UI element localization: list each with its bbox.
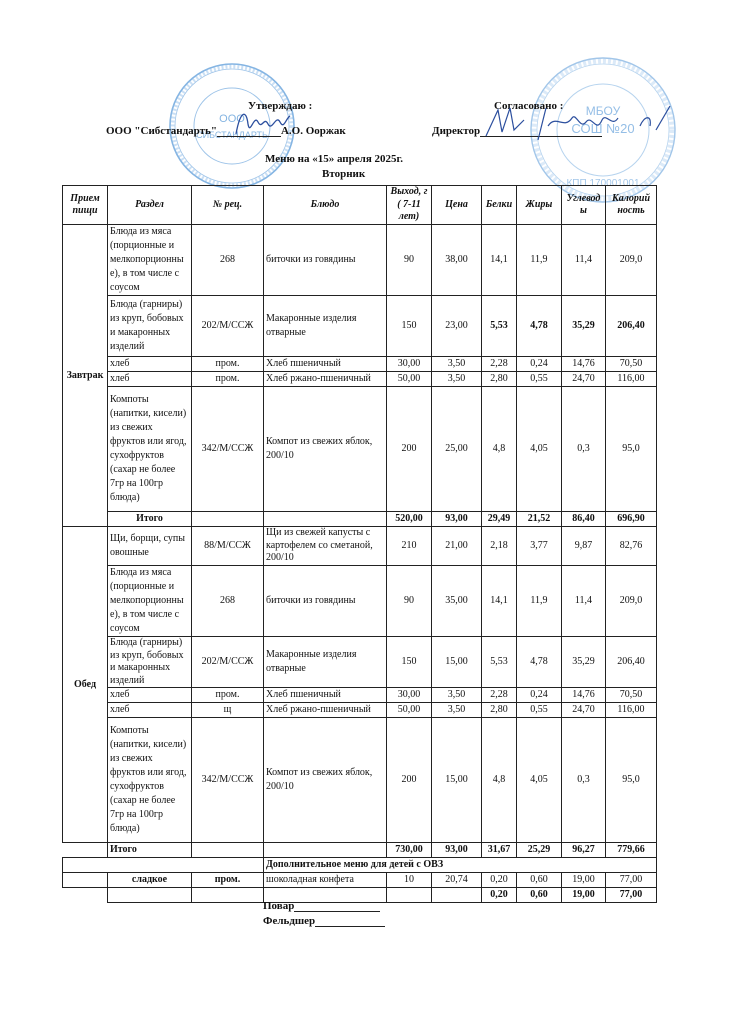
- kcal-cell: 209,0: [606, 566, 657, 637]
- price-cell: 3,50: [432, 357, 482, 372]
- carbs-cell: 14,76: [562, 357, 606, 372]
- recipe-cell: пром.: [192, 873, 264, 888]
- weekday: Вторник: [322, 168, 366, 180]
- cook-label: Повар: [263, 900, 295, 912]
- price-cell: 3,50: [432, 372, 482, 387]
- menu-title: Меню на «15» апреля 2025г.: [265, 153, 404, 165]
- agreed-label: Согласовано :: [494, 100, 564, 112]
- empty-cell: [264, 512, 387, 527]
- fat-cell: 0,24: [517, 688, 562, 703]
- protein-cell: 4,8: [482, 387, 517, 512]
- svg-text:СИБСТАНДАРТЬ: СИБСТАНДАРТЬ: [196, 130, 268, 140]
- total-carbs: 19,00: [562, 888, 606, 903]
- protein-cell: 5,53: [482, 296, 517, 357]
- medic-signature-line: [263, 915, 385, 927]
- total-price: 93,00: [432, 512, 482, 527]
- price-cell: 23,00: [432, 296, 482, 357]
- section-cell: Блюда из мяса (порционные и мелкопорционны е), в том числе с соусом: [108, 225, 192, 296]
- section-cell: хлеб: [108, 357, 192, 372]
- empty-cell: [387, 888, 432, 903]
- col-header-price: Цена: [432, 186, 482, 225]
- section-cell: хлеб: [108, 372, 192, 387]
- kcal-cell: 70,50: [606, 688, 657, 703]
- price-cell: 38,00: [432, 225, 482, 296]
- protein-cell: 2,80: [482, 703, 517, 718]
- carbs-cell: 35,29: [562, 637, 606, 688]
- yield-cell: 50,00: [387, 372, 432, 387]
- table-row: [63, 372, 657, 387]
- director-label: Директор: [432, 125, 481, 137]
- dish-cell: шоколадная конфета: [264, 873, 387, 888]
- yield-cell: 150: [387, 637, 432, 688]
- dish-cell: Хлеб ржано-пшеничный: [264, 703, 387, 718]
- empty-cell: [432, 888, 482, 903]
- kcal-cell: 206,40: [606, 296, 657, 357]
- empty-cell: [108, 888, 192, 903]
- cook-signature-line: [263, 900, 380, 912]
- carbs-cell: 0,3: [562, 718, 606, 843]
- dish-cell: биточки из говядины: [264, 225, 387, 296]
- meal-lunch: Обед: [63, 527, 108, 843]
- lunch-total-row: [63, 843, 657, 858]
- price-cell: 15,00: [432, 718, 482, 843]
- protein-cell: 4,8: [482, 718, 517, 843]
- price-cell: 20,74: [432, 873, 482, 888]
- fat-cell: 4,78: [517, 296, 562, 357]
- fat-cell: 0,60: [517, 873, 562, 888]
- empty-cell: [192, 843, 264, 858]
- table-header-row: [63, 186, 657, 225]
- yield-cell: 210: [387, 527, 432, 566]
- table-row: [63, 718, 657, 843]
- carbs-cell: 19,00: [562, 873, 606, 888]
- yield-cell: 150: [387, 296, 432, 357]
- section-cell: сладкое: [108, 873, 192, 888]
- cook-signature-blank: [294, 911, 380, 912]
- yield-cell: 30,00: [387, 357, 432, 372]
- yield-cell: 90: [387, 225, 432, 296]
- dish-cell: Хлеб ржано-пшеничный: [264, 372, 387, 387]
- section-cell: хлеб: [108, 703, 192, 718]
- section-cell: Блюда (гарниры) из круп, бобовых и макаронных изделий: [108, 637, 192, 688]
- fat-cell: 4,05: [517, 387, 562, 512]
- col-header-section: Раздел: [108, 186, 192, 225]
- protein-cell: 0,20: [482, 873, 517, 888]
- price-cell: 3,50: [432, 703, 482, 718]
- total-fat: 21,52: [517, 512, 562, 527]
- protein-cell: 5,53: [482, 637, 517, 688]
- fat-cell: 0,55: [517, 703, 562, 718]
- yield-cell: 200: [387, 718, 432, 843]
- total-label: Итого: [108, 843, 192, 858]
- approver-signature: [232, 104, 292, 142]
- recipe-cell: 202/М/ССЖ: [192, 637, 264, 688]
- col-header-meal: Прием пищи: [63, 186, 108, 225]
- extra-menu-row: [63, 873, 657, 888]
- dish-cell: Компот из свежих яблок, 200/10: [264, 718, 387, 843]
- dish-cell: Хлеб пшеничный: [264, 357, 387, 372]
- svg-text:ООО: ООО: [219, 113, 245, 125]
- total-fat: 25,29: [517, 843, 562, 858]
- table-row: [63, 566, 657, 637]
- empty-cell: [63, 888, 108, 903]
- col-header-kcal: Калорий ность: [606, 186, 657, 225]
- medic-signature-blank: [315, 926, 385, 927]
- total-label: Итого: [108, 512, 192, 527]
- kcal-cell: 70,50: [606, 357, 657, 372]
- section-cell: Компоты (напитки, кисели) из свежих фруктов или ягод, сухофруктов (сахар не более 7гр на 100гр блюда): [108, 718, 192, 843]
- price-cell: 25,00: [432, 387, 482, 512]
- total-kcal: 779,66: [606, 843, 657, 858]
- col-header-fat: Жиры: [517, 186, 562, 225]
- svg-text:КПП 170001001: КПП 170001001: [566, 178, 640, 189]
- table-row: [63, 527, 657, 566]
- fat-cell: 0,55: [517, 372, 562, 387]
- extra-menu-title: Дополнительное меню для детей с ОВЗ: [264, 858, 657, 873]
- protein-cell: 2,28: [482, 357, 517, 372]
- table-row: [63, 637, 657, 688]
- protein-cell: 2,28: [482, 688, 517, 703]
- approver-name: А.О. Ооржак: [280, 125, 346, 137]
- total-kcal: 77,00: [606, 888, 657, 903]
- recipe-cell: 268: [192, 566, 264, 637]
- table-row: [63, 703, 657, 718]
- fat-cell: 4,78: [517, 637, 562, 688]
- svg-text:МБОУ: МБОУ: [585, 104, 621, 118]
- recipe-cell: пром.: [192, 688, 264, 703]
- dish-cell: биточки из говядины: [264, 566, 387, 637]
- fat-cell: 0,24: [517, 357, 562, 372]
- total-protein: 0,20: [482, 888, 517, 903]
- yield-cell: 50,00: [387, 703, 432, 718]
- empty-cell: [63, 858, 264, 873]
- col-header-dish: Блюдо: [264, 186, 387, 225]
- recipe-cell: 88/М/ССЖ: [192, 527, 264, 566]
- total-kcal: 696,90: [606, 512, 657, 527]
- col-header-recipe: № рец.: [192, 186, 264, 225]
- carbs-cell: 0,3: [562, 387, 606, 512]
- meal-breakfast: Завтрак: [63, 225, 108, 527]
- kcal-cell: 116,00: [606, 703, 657, 718]
- recipe-cell: пром.: [192, 357, 264, 372]
- carbs-cell: 24,70: [562, 372, 606, 387]
- empty-cell: [63, 873, 108, 888]
- director-signature: [480, 100, 680, 145]
- protein-cell: 2,18: [482, 527, 517, 566]
- yield-cell: 90: [387, 566, 432, 637]
- fat-cell: 11,9: [517, 566, 562, 637]
- kcal-cell: 95,0: [606, 718, 657, 843]
- org-name: ООО "Сибстандарть": [106, 125, 217, 137]
- dish-cell: Макаронные изделия отварные: [264, 637, 387, 688]
- approver-line: [106, 125, 346, 137]
- price-cell: 3,50: [432, 688, 482, 703]
- carbs-cell: 11,4: [562, 225, 606, 296]
- protein-cell: 14,1: [482, 225, 517, 296]
- table-row: [63, 296, 657, 357]
- fat-cell: 3,77: [517, 527, 562, 566]
- section-cell: хлеб: [108, 688, 192, 703]
- total-price: 93,00: [432, 843, 482, 858]
- section-cell: Щи, борщи, супы овошные: [108, 527, 192, 566]
- recipe-cell: 342/М/ССЖ: [192, 387, 264, 512]
- carbs-cell: 24,70: [562, 703, 606, 718]
- section-cell: Компоты (напитки, кисели) из свежих фруктов или ягод, сухофруктов (сахар не более 7гр на 100гр блюда): [108, 387, 192, 512]
- empty-cell: [192, 888, 264, 903]
- col-header-protein: Белки: [482, 186, 517, 225]
- col-header-carbs: Углевод ы: [562, 186, 606, 225]
- recipe-cell: 202/М/ССЖ: [192, 296, 264, 357]
- table-row: [63, 225, 657, 296]
- menu-table: [62, 185, 657, 903]
- kcal-cell: 209,0: [606, 225, 657, 296]
- empty-cell: [264, 843, 387, 858]
- fat-cell: 11,9: [517, 225, 562, 296]
- col-header-yield: Выход, г ( 7-11 лет): [387, 186, 432, 225]
- recipe-cell: щ: [192, 703, 264, 718]
- total-carbs: 96,27: [562, 843, 606, 858]
- extra-menu-title-row: [63, 858, 657, 873]
- total-yield: 730,00: [387, 843, 432, 858]
- protein-cell: 14,1: [482, 566, 517, 637]
- yield-cell: 200: [387, 387, 432, 512]
- total-protein: 31,67: [482, 843, 517, 858]
- kcal-cell: 206,40: [606, 637, 657, 688]
- recipe-cell: 268: [192, 225, 264, 296]
- kcal-cell: 77,00: [606, 873, 657, 888]
- recipe-cell: пром.: [192, 372, 264, 387]
- protein-cell: 2,80: [482, 372, 517, 387]
- dish-cell: Щи из свежей капусты с картофелем со сметаной, 200/10: [264, 527, 387, 566]
- kcal-cell: 116,00: [606, 372, 657, 387]
- price-cell: 21,00: [432, 527, 482, 566]
- dish-cell: Компот из свежих яблок, 200/10: [264, 387, 387, 512]
- price-cell: 35,00: [432, 566, 482, 637]
- recipe-cell: 342/М/ССЖ: [192, 718, 264, 843]
- section-cell: Блюда (гарниры) из круп, бобовых и макаронных изделий: [108, 296, 192, 357]
- carbs-cell: 11,4: [562, 566, 606, 637]
- empty-cell: [63, 843, 108, 858]
- total-carbs: 86,40: [562, 512, 606, 527]
- yield-cell: 30,00: [387, 688, 432, 703]
- total-yield: 520,00: [387, 512, 432, 527]
- carbs-cell: 35,29: [562, 296, 606, 357]
- fat-cell: 4,05: [517, 718, 562, 843]
- kcal-cell: 82,76: [606, 527, 657, 566]
- approve-label: Утверждаю :: [248, 100, 313, 112]
- carbs-cell: 14,76: [562, 688, 606, 703]
- medic-label: Фельдшер: [263, 915, 316, 927]
- kcal-cell: 95,0: [606, 387, 657, 512]
- carbs-cell: 9,87: [562, 527, 606, 566]
- yield-cell: 10: [387, 873, 432, 888]
- total-protein: 29,49: [482, 512, 517, 527]
- table-row: [63, 357, 657, 372]
- table-row: [63, 688, 657, 703]
- price-cell: 15,00: [432, 637, 482, 688]
- total-fat: 0,60: [517, 888, 562, 903]
- svg-text:СОШ №20: СОШ №20: [571, 121, 635, 136]
- dish-cell: Хлеб пшеничный: [264, 688, 387, 703]
- dish-cell: Макаронные изделия отварные: [264, 296, 387, 357]
- section-cell: Блюда из мяса (порционные и мелкопорционны е), в том числе с соусом: [108, 566, 192, 637]
- breakfast-total-row: [63, 512, 657, 527]
- table-row: [63, 387, 657, 512]
- empty-cell: [192, 512, 264, 527]
